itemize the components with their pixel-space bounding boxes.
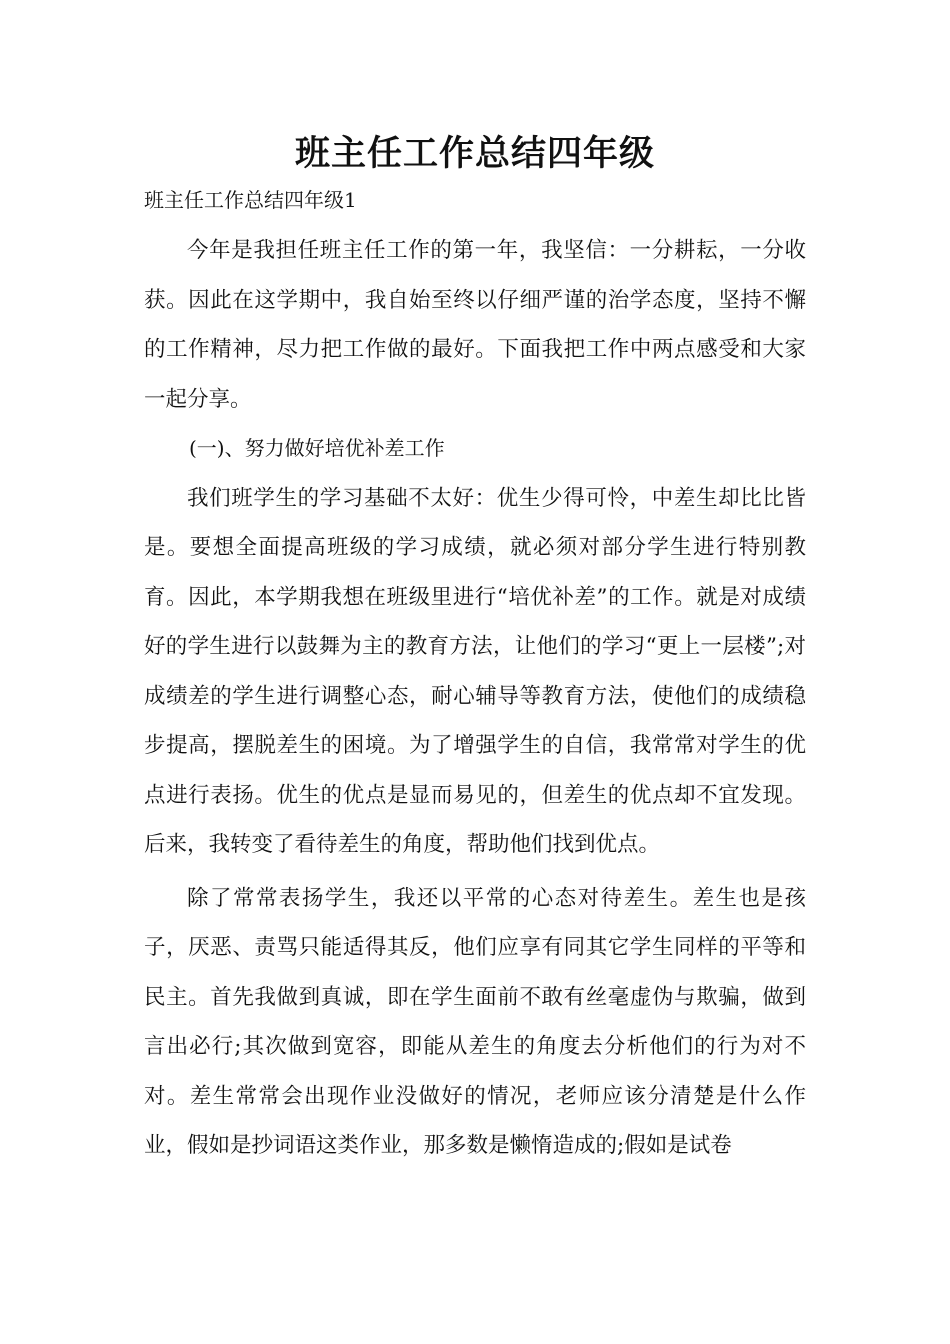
document-title: 班主任工作总结四年级 — [294, 134, 655, 174]
section-heading: (一)、努力做好培优补差工作 — [189, 436, 445, 460]
paragraph-chasheng: 除了常常表扬学生，我还以平常的心态对待差生。差生也是孩子，厌恶、责骂只能适得其反，他们应享有同其它学生同样的平等和民主。首先我做到真诚，即在学生面前不敢有丝毫虚伪与欺骗，做到言出必行;其次做到宽容，即能从差生的角度去分析他们的行为对不对。差生常常会出现作业没做好的情况，老师应该分清楚是什么作业，假如是抄词语这类作业，那多数是懒惰造成的;假如是试卷 — [144, 885, 806, 1158]
document-subtitle: 班主任工作总结四年级1 — [144, 188, 357, 212]
paragraph-intro: 今年是我担任班主任工作的第一年，我坚信：一分耕耘，一分收获。因此在这学期中，我自始至终以仔细严谨的治学态度，坚持不懈的工作精神，尽力把工作做的最好。下面我把工作中两点感受和大家一起分享。 — [144, 238, 806, 412]
paragraph-peiyou: 我们班学生的学习基础不太好：优生少得可怜，中差生却比比皆是。要想全面提高班级的学习成绩，就必须对部分学生进行特别教育。因此，本学期我想在班级里进行“培优补差”的工作。就是对成绩好的学生进行以鼓舞为主的教育方法，让他们的学习“更上一层楼”;对成绩差的学生进行调整心态，耐心辅导等教育方法，使他们的成绩稳步提高，摆脱差生的困境。为了增强学生的自信，我常常对学生的优点进行表扬。优生的优点是显而易见的，但差生的优点却不宜发现。后来，我转变了看待差生的角度，帮助他们找到优点。 — [144, 485, 806, 857]
document-body — [144, 226, 806, 1171]
